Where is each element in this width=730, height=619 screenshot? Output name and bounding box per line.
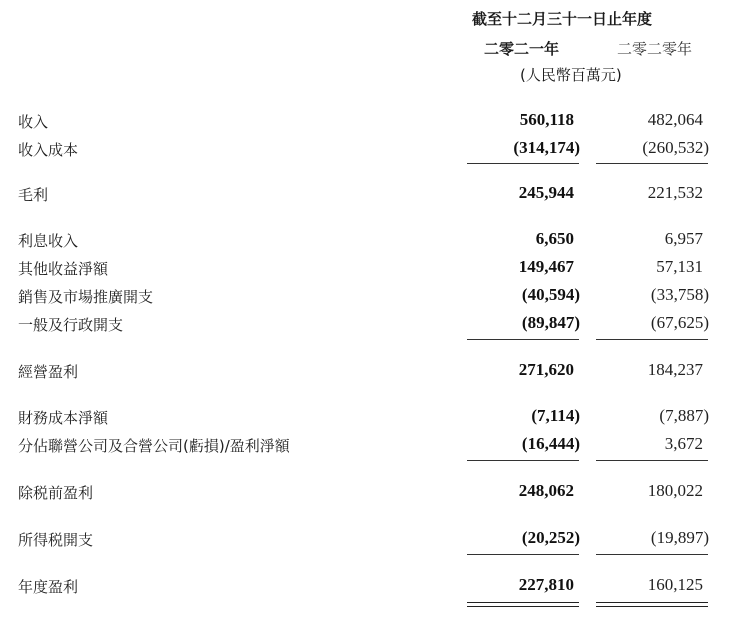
total-double-rule bbox=[467, 602, 579, 607]
value-2021: 245,944 bbox=[518, 183, 574, 202]
subtotal-rule bbox=[596, 460, 708, 461]
row-label: 銷售及市場推廣開支 bbox=[18, 288, 154, 306]
value-2021: (40,594) bbox=[521, 285, 580, 304]
value-2021: 248,062 bbox=[518, 481, 574, 500]
value-2021: 560,118 bbox=[519, 110, 574, 129]
value-2020: 160,125 bbox=[647, 575, 703, 594]
value-2020: 3,672 bbox=[664, 434, 703, 453]
row-label: 其他收益淨額 bbox=[18, 260, 109, 278]
value-2021: (20,252) bbox=[521, 528, 580, 547]
subtotal-rule bbox=[596, 554, 708, 555]
value-2021: 227,810 bbox=[518, 575, 574, 594]
unit-label: (人民幣百萬元) bbox=[520, 66, 622, 84]
subtotal-rule bbox=[596, 339, 708, 340]
subtotal-rule bbox=[467, 460, 579, 461]
subtotal-rule bbox=[467, 163, 579, 164]
value-2020: (33,758) bbox=[650, 285, 709, 304]
value-2021: (89,847) bbox=[521, 313, 580, 332]
row-label: 收入成本 bbox=[18, 141, 79, 159]
value-2021: (7,114) bbox=[531, 406, 580, 425]
value-2020: 180,022 bbox=[647, 481, 703, 500]
value-2020: 482,064 bbox=[647, 110, 703, 129]
subtotal-rule bbox=[596, 163, 708, 164]
value-2020: (7,887) bbox=[659, 406, 709, 425]
value-2020: 6,957 bbox=[664, 229, 703, 248]
row-label: 利息收入 bbox=[18, 232, 79, 250]
column-header-2021: 二零二一年 bbox=[484, 40, 560, 58]
period-heading: 截至十二月三十一日止年度 bbox=[472, 10, 653, 28]
value-2020: 221,532 bbox=[647, 183, 703, 202]
value-2020: 184,237 bbox=[647, 360, 703, 379]
subtotal-rule bbox=[467, 339, 579, 340]
value-2021: 149,467 bbox=[518, 257, 574, 276]
row-label: 一般及行政開支 bbox=[18, 316, 124, 334]
value-2020: 57,131 bbox=[656, 257, 703, 276]
row-label: 年度盈利 bbox=[18, 578, 79, 596]
row-label: 所得税開支 bbox=[18, 531, 94, 549]
value-2021: (16,444) bbox=[521, 434, 580, 453]
subtotal-rule bbox=[467, 554, 579, 555]
value-2021: (314,174) bbox=[513, 138, 580, 157]
total-double-rule bbox=[596, 602, 708, 607]
row-label: 毛利 bbox=[18, 186, 49, 204]
row-label: 財務成本淨額 bbox=[18, 409, 109, 427]
value-2020: (19,897) bbox=[650, 528, 709, 547]
value-2021: 6,650 bbox=[535, 229, 574, 248]
row-label: 除税前盈利 bbox=[18, 484, 94, 502]
row-label: 經營盈利 bbox=[18, 363, 79, 381]
value-2020: (67,625) bbox=[650, 313, 709, 332]
column-header-2020: 二零二零年 bbox=[617, 40, 693, 58]
row-label: 分佔聯營公司及合營公司(虧損)/盈利淨額 bbox=[18, 437, 290, 455]
row-label: 收入 bbox=[18, 113, 49, 131]
value-2020: (260,532) bbox=[642, 138, 709, 157]
value-2021: 271,620 bbox=[518, 360, 574, 379]
